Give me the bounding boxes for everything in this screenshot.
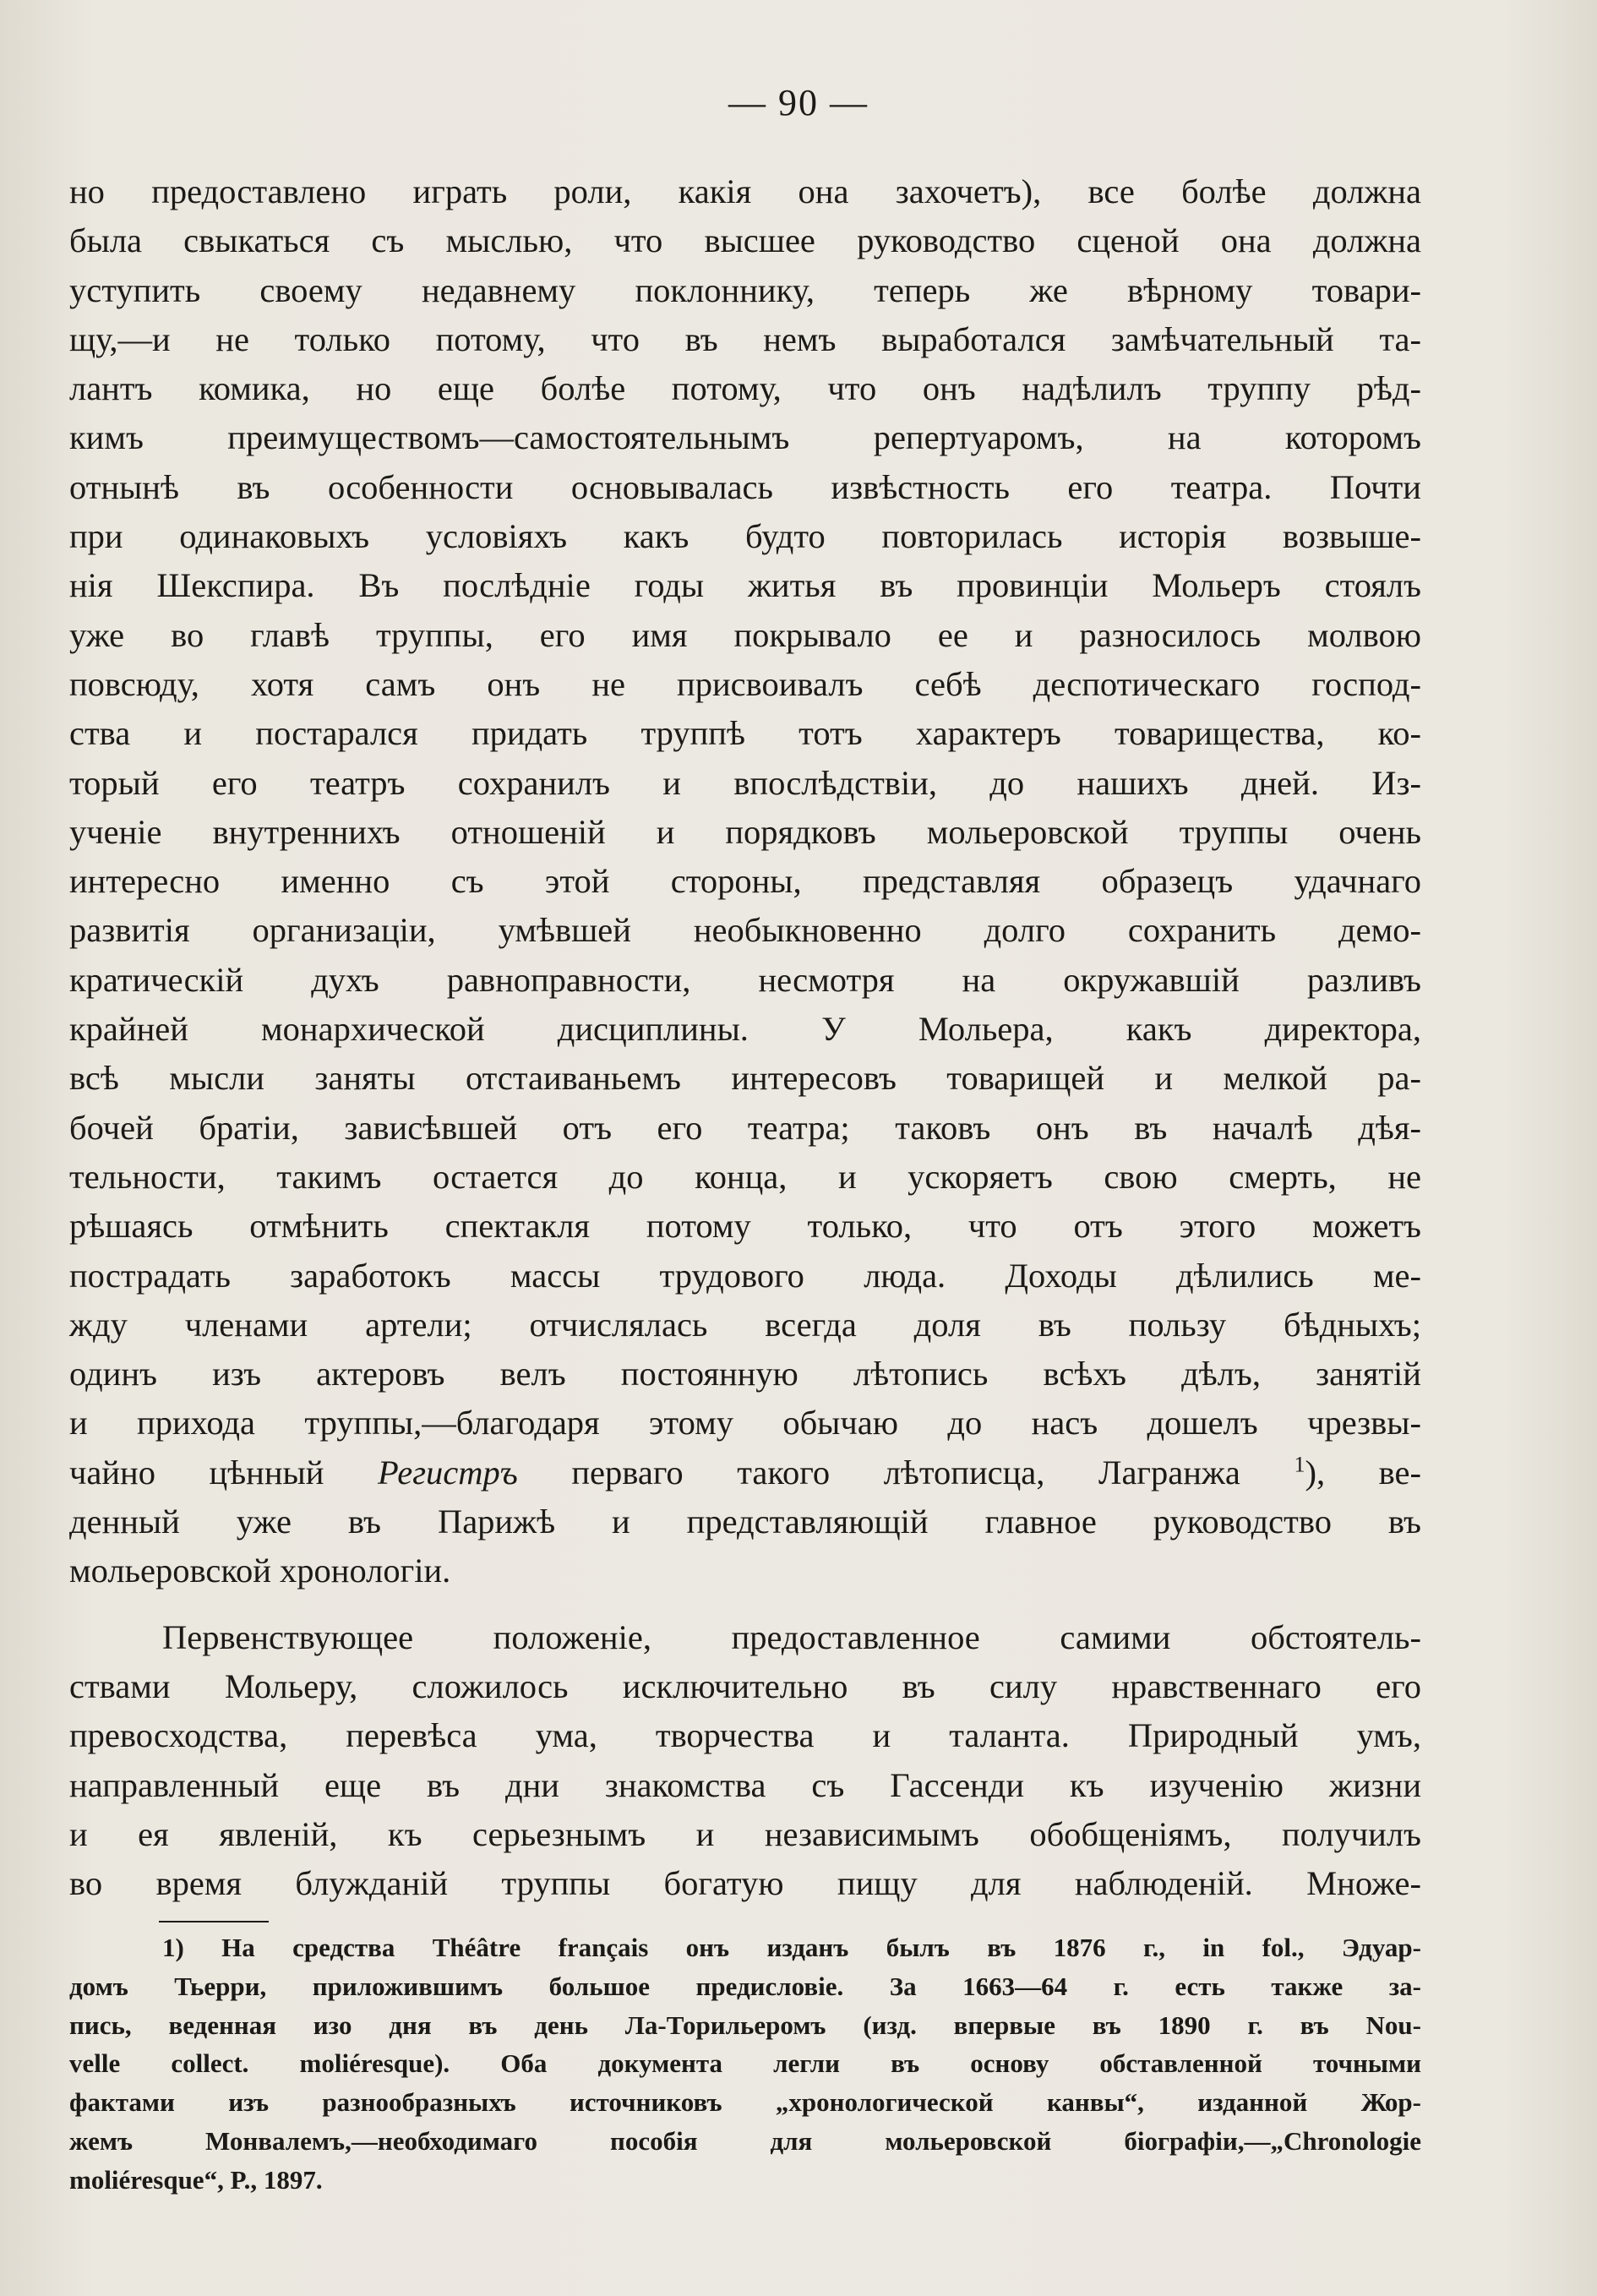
text-line: ствами Мольеру, сложилось исключительно въ силу нравственнаго его: [69, 1666, 1421, 1705]
text-line: лантъ комика, но еще болѣе потому, что онъ надѣлилъ труппу рѣд-: [69, 369, 1421, 408]
text-line: уже во главѣ труппы, его имя покрывало ее и разносилось молвою: [69, 615, 1421, 654]
text-line: пострадать заработокъ массы трудового люда. Доходы дѣлились ме-: [69, 1256, 1421, 1295]
text-line: отнынѣ въ особенности основывалась извѣстность его театра. Почти: [69, 467, 1421, 506]
footnote-line: moliéresque“, P., 1897.: [69, 2164, 323, 2195]
footnote-line: пись, веденная изо дня въ день Ла-Торильеромъ (изд. впервые въ 1890 г. въ Nou-: [69, 2010, 1421, 2040]
text-fragment: чайно цѣнный: [69, 1453, 378, 1492]
text-fragment: перваго такого лѣтописца, Лагранжа: [517, 1453, 1294, 1492]
footnote-marker[interactable]: 1: [1294, 1452, 1305, 1477]
text-line: всѣ мысли заняты отстаиваньемъ интересовъ товарищей и мелкой ра-: [69, 1059, 1421, 1098]
text-line: и прихода труппы,—благодаря этому обычаю до насъ дошелъ чрезвы-: [69, 1404, 1421, 1442]
page-number: — 90 —: [728, 82, 869, 123]
text-line: развитія организаціи, умѣвшей необыкновенно долго сохранить демо-: [69, 911, 1421, 950]
footnote-line: velle collect. moliéresque). Оба документа легли въ основу обставленной точными: [69, 2048, 1421, 2079]
text-line: ученіе внутреннихъ отношеній и порядковъ мольеровской труппы очень: [69, 812, 1421, 851]
text-line: денный уже въ Парижѣ и представляющій главное руководство въ: [69, 1502, 1421, 1541]
text-line: ства и постарался придать труппѣ тотъ характеръ товарищества, ко-: [69, 714, 1421, 753]
footnote: [69, 1928, 1421, 2200]
footnote-line: 1) На средства Théâtre français онъ изданъ былъ въ 1876 г., in fol., Эдуар-: [162, 1933, 1421, 1962]
text-line: щу,—и не только потому, что въ немъ выработался замѣчательный та-: [69, 319, 1421, 358]
text-line: жду членами артели; отчислялась всегда доля въ пользу бѣдныхъ;: [69, 1305, 1421, 1344]
footnote-line: жемъ Монвалемъ,—необходимаго пособія для мольеровской біографіи,—„Chronologie: [69, 2125, 1421, 2156]
text-line: тельности, такимъ остается до конца, и ускоряетъ свою смерть, не: [69, 1157, 1421, 1196]
text-line: рѣшаясь отмѣнить спектакля потому только, что отъ этого можетъ: [69, 1207, 1421, 1246]
text-line: направленный еще въ дни знакомства съ Гассенди къ изученію жизни: [69, 1765, 1421, 1804]
text-line: одинъ изъ актеровъ велъ постоянную лѣтопись всѣхъ дѣлъ, занятій: [69, 1355, 1421, 1393]
text-line: превосходства, перевѣса ума, творчества и таланта. Природный умъ,: [69, 1716, 1421, 1755]
registr-title: Регистръ: [377, 1453, 518, 1492]
text-line: торый его театръ сохранилъ и впослѣдствіи, до нашихъ дней. Из-: [69, 763, 1421, 802]
text-line: во время блужданій труппы богатую пищу для наблюденій. Множе-: [69, 1864, 1421, 1903]
paragraph-end-line: мольеровской хронологіи.: [69, 1552, 451, 1590]
footnote-line: фактами изъ разнообразныхъ источниковъ „хронологической канвы“, изданной Жор-: [69, 2087, 1421, 2118]
text-line: и ея явленій, къ серьезнымъ и независимымъ обобщеніямъ, получилъ: [69, 1814, 1421, 1853]
text-line: повсюду, хотя самъ онъ не присвоивалъ себѣ деспотическаго господ-: [69, 664, 1421, 703]
text-line: кимъ преимуществомъ—самостоятельнымъ репертуаромъ, на которомъ: [69, 418, 1421, 457]
main-text: [69, 167, 1421, 1908]
footnote-divider: [159, 1921, 269, 1922]
text-line: бочей братіи, зависѣвшей отъ его театра; таковъ онъ въ началѣ дѣя-: [69, 1108, 1421, 1147]
text-fragment: ), ве-: [1305, 1453, 1421, 1492]
text-line: кратическій духъ равноправности, несмотря на окружавшій разливъ: [69, 960, 1421, 999]
text-line: уступить своему недавнему поклоннику, теперь же вѣрному товари-: [69, 270, 1421, 309]
text-line-registr: [69, 1448, 1421, 1497]
text-line: крайней монархической дисциплины. У Мольера, какъ директора,: [69, 1010, 1421, 1049]
text-line: но предоставлено играть роли, какія она захочетъ), все болѣе должна: [69, 172, 1421, 210]
footnote-line: домъ Тьерри, приложившимъ большое предисловіе. За 1663—64 г. есть также за-: [69, 1971, 1421, 2001]
text-line: при одинаковыхъ условіяхъ какъ будто повторилась исторія возвыше-: [69, 517, 1421, 556]
text-line: нія Шекспира. Въ послѣдніе годы житья въ провинціи Мольеръ стоялъ: [69, 566, 1421, 605]
text-line: интересно именно съ этой стороны, представляя образецъ удачнаго: [69, 862, 1421, 901]
paragraph-start-line: Первенствующее положеніе, предоставленное самими обстоятель-: [162, 1617, 1421, 1656]
text-line: была свыкаться съ мыслью, что высшее руководство сценой она должна: [69, 221, 1421, 260]
